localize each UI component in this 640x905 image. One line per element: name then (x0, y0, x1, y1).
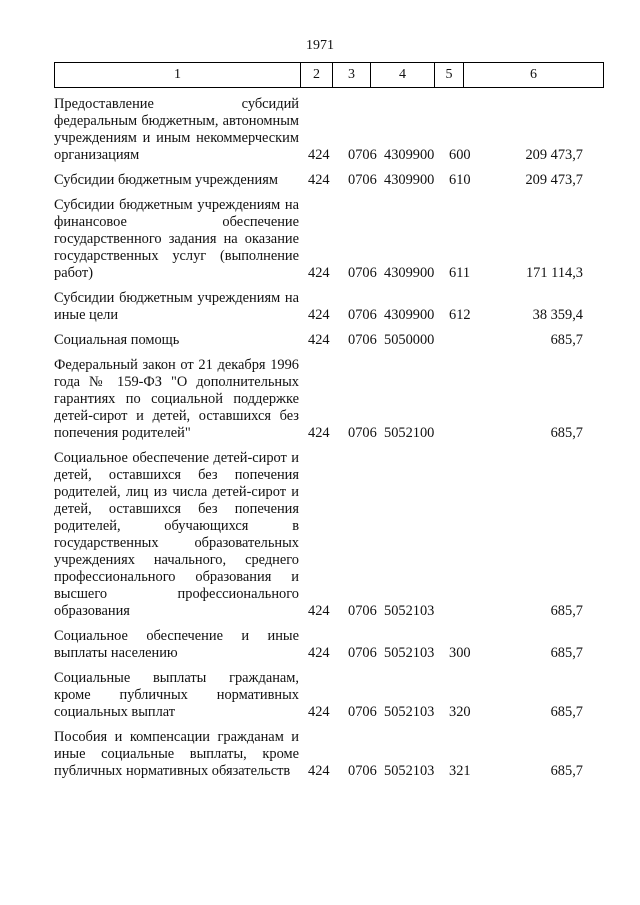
target-article-code: 4309900 (384, 172, 435, 188)
amount: 685,7 (550, 603, 583, 619)
row-description: Социальная помощь (54, 332, 180, 348)
amount: 38 359,4 (532, 307, 583, 323)
table-row (54, 290, 604, 324)
ministry-code: 424 (308, 265, 330, 281)
ministry-code: 424 (308, 763, 330, 779)
row-description: Субсидии бюджетным учреждениям на финансовое обеспечение государственного задания на оказание государственных услуг (выполнение работ) (54, 197, 299, 281)
row-codes (304, 704, 604, 721)
column-header-1: 1 (55, 63, 301, 88)
row-description: Федеральный закон от 21 декабря 1996 года № 159-ФЗ "О дополнительных гарантиях по социальной поддержке детей-сирот и детей, оставшихся без попечения родителей" (54, 357, 299, 441)
target-article-code: 5052103 (384, 763, 435, 779)
ministry-code: 424 (308, 603, 330, 619)
expense-type-code: 320 (449, 704, 471, 720)
section-code: 0706 (348, 425, 377, 441)
expense-type-code: 600 (449, 147, 471, 163)
table-row (54, 450, 604, 620)
ministry-code: 424 (308, 704, 330, 720)
column-header-2: 2 (301, 63, 333, 88)
amount: 209 473,7 (525, 172, 583, 188)
amount: 685,7 (550, 704, 583, 720)
section-code: 0706 (348, 704, 377, 720)
column-header-6: 6 (464, 63, 604, 88)
target-article-code: 5052103 (384, 645, 435, 661)
column-header-5: 5 (435, 63, 464, 88)
target-article-code: 4309900 (384, 147, 435, 163)
ministry-code: 424 (308, 307, 330, 323)
row-codes (304, 645, 604, 662)
row-codes (304, 332, 604, 349)
expense-type-code: 300 (449, 645, 471, 661)
table-row (54, 96, 604, 164)
ministry-code: 424 (308, 172, 330, 188)
row-description: Социальное обеспечение детей-сирот и детей, оставшихся без попечения родителей, лиц из числа детей-сирот и детей, оставшихся без попечения родителей, обучающихся в государственных образовательных учреждениях начального, среднего профессионального образования и высшего профессионального образования (54, 450, 299, 619)
section-code: 0706 (348, 307, 377, 323)
section-code: 0706 (348, 332, 377, 348)
table-row (54, 197, 604, 282)
amount: 209 473,7 (525, 147, 583, 163)
expense-type-code: 321 (449, 763, 471, 779)
amount: 685,7 (550, 763, 583, 779)
target-article-code: 5050000 (384, 332, 435, 348)
section-code: 0706 (348, 763, 377, 779)
row-description: Субсидии бюджетным учреждениям на иные цели (54, 290, 299, 323)
ministry-code: 424 (308, 332, 330, 348)
row-description: Социальное обеспечение и иные выплаты населению (54, 628, 299, 661)
row-codes (304, 603, 604, 620)
column-header-table (54, 62, 604, 88)
ministry-code: 424 (308, 147, 330, 163)
target-article-code: 4309900 (384, 307, 435, 323)
section-code: 0706 (348, 265, 377, 281)
amount: 685,7 (550, 332, 583, 348)
row-description: Социальные выплаты гражданам, кроме публичных нормативных социальных выплат (54, 670, 299, 720)
ministry-code: 424 (308, 645, 330, 661)
row-codes (304, 425, 604, 442)
section-code: 0706 (348, 645, 377, 661)
page-number: 1971 (306, 38, 334, 53)
column-header-row (55, 63, 604, 88)
target-article-code: 5052103 (384, 704, 435, 720)
table-row (54, 729, 604, 780)
table-row (54, 670, 604, 721)
target-article-code: 5052100 (384, 425, 435, 441)
row-description: Субсидии бюджетным учреждениям (54, 172, 278, 188)
table-row (54, 172, 604, 189)
row-codes (304, 763, 604, 780)
section-code: 0706 (348, 603, 377, 619)
amount: 685,7 (550, 425, 583, 441)
row-codes (304, 265, 604, 282)
table-row (54, 332, 604, 349)
row-codes (304, 307, 604, 324)
column-header-3: 3 (333, 63, 371, 88)
expense-type-code: 610 (449, 172, 471, 188)
amount: 171 114,3 (525, 265, 583, 281)
section-code: 0706 (348, 147, 377, 163)
target-article-code: 4309900 (384, 265, 435, 281)
expense-type-code: 611 (449, 265, 471, 281)
ministry-code: 424 (308, 425, 330, 441)
row-description: Предоставление субсидий федеральным бюджетным, автономным учреждениям и иным некоммерческим организациям (54, 96, 299, 163)
table-row (54, 357, 604, 442)
section-code: 0706 (348, 172, 377, 188)
row-description: Пособия и компенсации гражданам и иные социальные выплаты, кроме публичных нормативных обязательств (54, 729, 299, 779)
row-codes (304, 172, 604, 189)
expense-type-code: 612 (449, 307, 471, 323)
row-codes (304, 147, 604, 164)
column-header-4: 4 (371, 63, 435, 88)
budget-rows (54, 88, 604, 780)
amount: 685,7 (550, 645, 583, 661)
table-row (54, 628, 604, 662)
target-article-code: 5052103 (384, 603, 435, 619)
